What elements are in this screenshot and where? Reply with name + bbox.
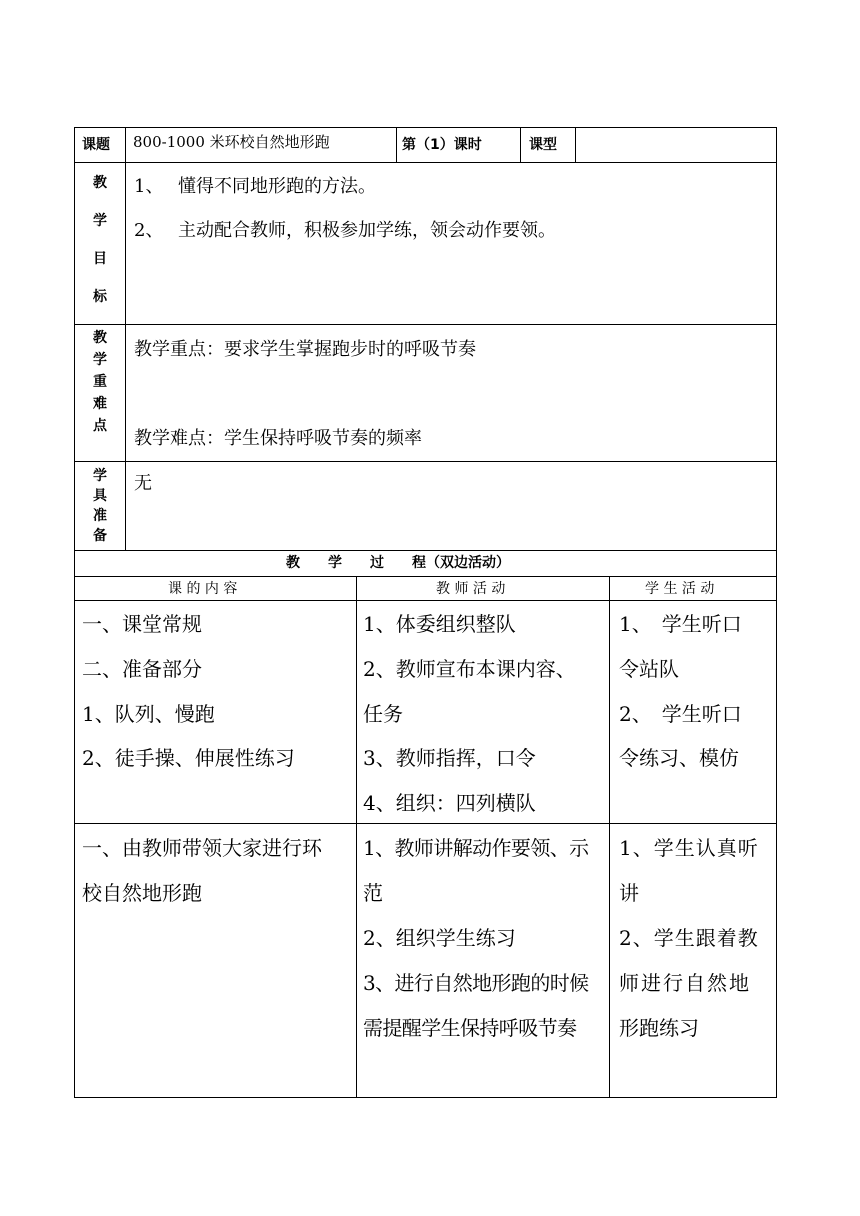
materials-label-char: 具 (93, 488, 107, 504)
keypoints-label-char: 学 (93, 352, 107, 368)
s2-teacher-line: 需提醒学生保持呼吸节奏 (363, 1016, 577, 1040)
materials-label (80, 465, 120, 545)
key-difficulty: 教学难点：学生保持呼吸节奏的频率 (134, 428, 422, 449)
process-title: 教 学 过 程（双边活动） (286, 555, 510, 571)
s1-teacher-line: 2、教师宣布本课内容、 (363, 657, 576, 681)
s2-content-line: 校自然地形跑 (82, 881, 202, 905)
s1-student-line: 令站队 (619, 657, 679, 681)
objectives-label-char: 教 (93, 175, 107, 191)
column-content-header: 课 的 内 容 (168, 581, 238, 597)
column-student-header: 学 生 活 动 (645, 581, 715, 597)
keypoints-label-char: 难 (93, 396, 107, 412)
materials-label-char: 准 (93, 508, 107, 524)
rule-section1-bottom (74, 823, 777, 824)
s2-student-line: 2、学生跟着教 (619, 926, 759, 950)
objectives-label-char: 目 (93, 251, 107, 267)
rule-objectives-bottom (74, 324, 777, 325)
s2-student-line: 师进行自然地 (619, 971, 751, 995)
s1-student-line: 1、 学生听口 (619, 612, 742, 636)
s2-student-line: 讲 (619, 881, 639, 905)
rule-left (74, 127, 75, 1098)
s1-teacher-line: 4、组织：四列横队 (363, 791, 536, 815)
s2-student-line: 1、学生认真听 (619, 836, 759, 860)
rule-keypoints-bottom (74, 461, 777, 462)
s1-content-line: 2、徒手操、伸展性练习 (82, 746, 295, 770)
materials-label-char: 学 (93, 468, 107, 484)
objectives-label (80, 172, 120, 324)
objective-text-1: 懂得不同地形跑的方法。 (178, 176, 376, 197)
materials-label-char: 备 (93, 528, 107, 544)
rule-process-title-bottom (74, 576, 777, 577)
topic-value: 800-1000 米环校自然地形跑 (133, 133, 330, 151)
objective-text-2: 主动配合教师，积极参加学练，领会动作要领。 (178, 220, 556, 241)
rule-materials-bottom (74, 550, 777, 551)
rule-header-bottom (74, 162, 777, 163)
rule-top (74, 127, 777, 128)
lesson-type-label: 课型 (529, 137, 557, 153)
key-focus: 教学重点：要求学生掌握跑步时的呼吸节奏 (134, 339, 476, 360)
s1-teacher-line: 3、教师指挥，口令 (363, 746, 536, 770)
rule-process-col2 (609, 576, 610, 1098)
objectives-label-char: 学 (93, 213, 107, 229)
rule-right (776, 127, 777, 1098)
column-teacher-header: 教 师 活 动 (436, 581, 506, 597)
rule-header-col2 (396, 127, 397, 162)
rule-header-col4 (575, 127, 576, 162)
s2-teacher-line: 范 (363, 881, 383, 905)
topic-label: 课题 (82, 137, 110, 153)
s1-content-line: 二、准备部分 (82, 657, 202, 681)
rule-header-col3 (520, 127, 521, 162)
materials-value: 无 (134, 473, 152, 494)
s2-content-line: 一、由教师带领大家进行环 (82, 836, 322, 860)
lesson-number: 第（1）课时 (402, 137, 482, 153)
objective-num-1: 1、 (134, 176, 164, 197)
keypoints-label (80, 327, 120, 437)
rule-process-col1 (356, 576, 357, 1098)
s1-teacher-line: 任务 (363, 702, 403, 726)
s1-student-line: 2、 学生听口 (619, 702, 742, 726)
s2-teacher-line: 1、教师讲解动作要领、示 (363, 836, 589, 860)
rule-bottom (74, 1097, 777, 1098)
keypoints-label-char: 重 (93, 374, 107, 390)
s1-teacher-line: 1、体委组织整队 (363, 612, 516, 636)
s2-teacher-line: 3、进行自然地形跑的时候 (363, 971, 589, 995)
s1-content-line: 1、队列、慢跑 (82, 702, 215, 726)
objectives-label-char: 标 (93, 289, 107, 305)
s1-content-line: 一、课堂常规 (82, 612, 202, 636)
keypoints-label-char: 点 (93, 418, 107, 434)
rule-columns-bottom (74, 600, 777, 601)
keypoints-label-char: 教 (93, 330, 107, 346)
rule-header-col1 (125, 127, 126, 551)
s2-student-line: 形跑练习 (619, 1016, 699, 1040)
s1-student-line: 令练习、模仿 (619, 746, 739, 770)
s2-teacher-line: 2、组织学生练习 (363, 926, 516, 950)
objective-num-2: 2、 (134, 220, 164, 241)
